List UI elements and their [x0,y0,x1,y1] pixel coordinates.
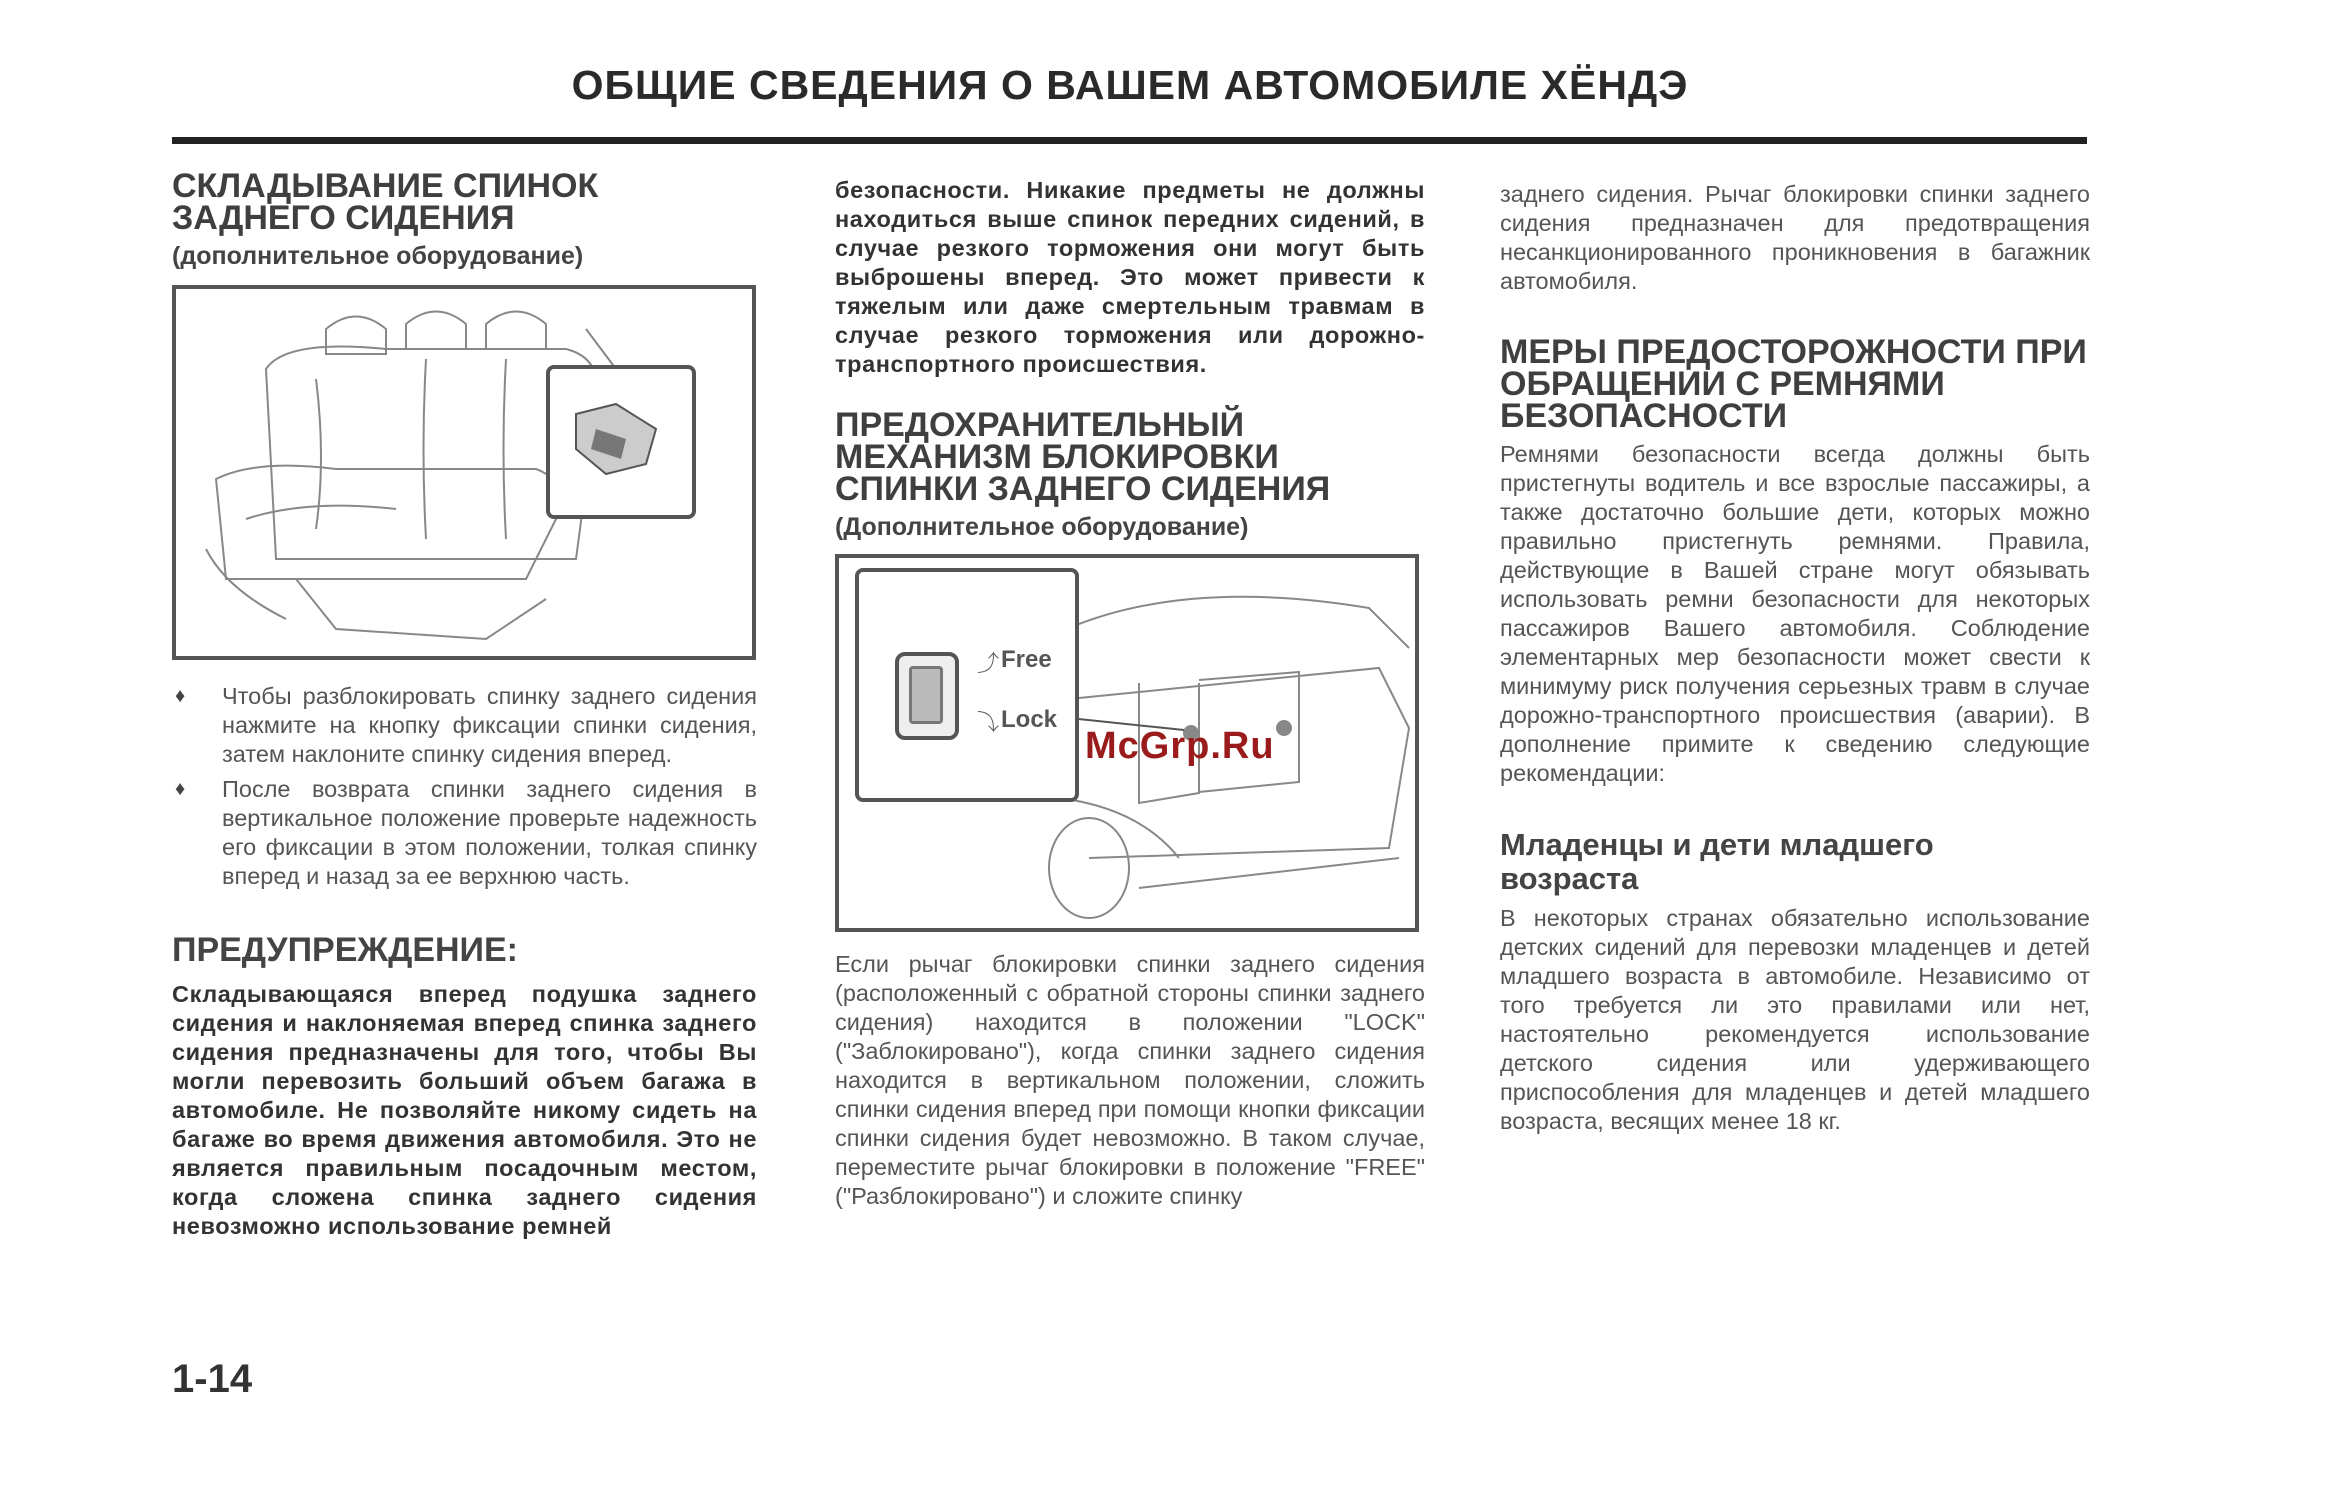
inset-lever-panel [855,568,1079,802]
warning-text-continued: безопасности. Никакие предметы не должны находиться выше спинок передних сидений, в случае резкого торможения они могут быть выброшены вперед. Это может привести к тяжелым или даже смертельным травмам в случае резкого торможения или дорожно-транспортного происшествия. [835,177,1425,377]
bullet-diamond-icon: ♦ [175,685,186,707]
section-subheading-optional: (дополнительное оборудование) [172,242,584,270]
page-number: 1-14 [172,1357,253,1401]
section-heading-folding-seats: СКЛАДЫВАНИЕ СПИНОК ЗАДНЕГО СИДЕНИЯ [172,167,599,237]
section-heading-seatbelt-precautions: МЕРЫ ПРЕДОСТОРОЖНОСТИ ПРИ ОБРАЩЕНИИ С РЕМНЯМИ БЕЗОПАСНОСТИ [1500,333,2087,435]
section-heading-lock-mechanism: ПРЕДОХРАНИТЕЛЬНЫЙ МЕХАНИЗМ БЛОКИРОВКИ СПИНКИ ЗАДНЕГО СИДЕНИЯ [835,406,1331,508]
subsection-heading-infants: Младенцы и дети младшего возраста [1500,827,1934,896]
header-rule [172,137,2087,144]
lock-arrow-icon: ⤵ [977,710,1000,735]
lock-text-continued: заднего сидения. Рычаг блокировки спинки заднего сидения предназначен для предотвращения несанкционированного проникновения в багажник автомобиля. [1500,181,2090,294]
section-subheading-optional: (Дополнительное оборудование) [835,513,1249,541]
seatbelt-text: Ремнями безопасности всегда должны быть пристегнуты водитель и все взрослые пассажиры, а также достаточно большие дети, которых можно правильно пристегнуть ремнями. Правила, действующие в Вашей стране могут обязывать использовать ремни безопасности для некоторых пассажиров Вашего автомобиля. Соблюдение элементарных мер безопасности может свести к минимуму риск получения серьезных травм в случае дорожно-транспортного происшествия (аварии). В дополнение примите к сведению следующие рекомендации: [1500,441,2090,786]
lock-mechanism-text: Если рычаг блокировки спинки заднего сидения (расположенный с обратной стороны спинки заднего сидения) находится в положении "LOCK" ("Заблокировано"), когда спинки заднего сидения находится в вертикальном положении, сложить спинки сидения вперед при помощи кнопки фиксации спинки сидения будет невозможно. В таком случае, переместите рычаг блокировки в положение "FREE" ("Разблокировано") и сложите спинку [835,951,1425,1209]
bullet-item [172,682,757,769]
free-label: Free [1001,646,1052,673]
warning-text: Складывающаяся вперед подушка заднего сидения и наклоняемая вперед спинка заднего сидения предназначены для того, чтобы Вы могли перевозить больший объем багажа в автомобиле. Не позволяйте никому сидеть на багаже во время движения автомобиля. Это не является правильным посадочным местом, когда сложена спинка заднего сидения невозможно использование ремней [172,981,757,1239]
bullet-text: После возврата спинки заднего сидения в вертикальное положение проверьте надежность его фиксации в этом положении, толкая спинку вперед и назад за ее верхнюю часть. [222,776,757,889]
watermark-logo: McGrp.Ru [1085,725,1275,767]
lock-label: Lock [1001,706,1058,733]
column-3 [1500,180,2090,1136]
free-arrow-icon: ⤴ [977,651,1000,676]
bullet-item [172,775,757,891]
warning-title: ПРЕДУПРЕЖДЕНИЕ: [172,931,518,969]
bullet-text: Чтобы разблокировать спинку заднего сидения нажмите на кнопку фиксации спинки сидения, затем наклоните спинку сидения вперед. [222,683,757,767]
column-1 [172,167,757,1241]
bullet-diamond-icon: ♦ [175,778,186,800]
rear-seat-illustration [176,289,752,656]
column-2 [835,176,1425,1211]
figure-rear-seat [172,285,756,660]
lever-icon [895,652,959,740]
infants-text: В некоторых странах обязательно использование детских сидений для перевозки младенцев и детей младшего возраста в автомобиле. Независимо от того требуется ли это правилами или нет, настоятельно рекомендуется использование детского сидения или удерживающего приспособления для младенцев и детей младшего возраста, весящих менее 18 кг. [1500,905,2090,1134]
page-header-title: ОБЩИЕ СВЕДЕНИЯ О ВАШЕМ АВТОМОБИЛЕ ХЁНДЭ [571,62,1689,108]
